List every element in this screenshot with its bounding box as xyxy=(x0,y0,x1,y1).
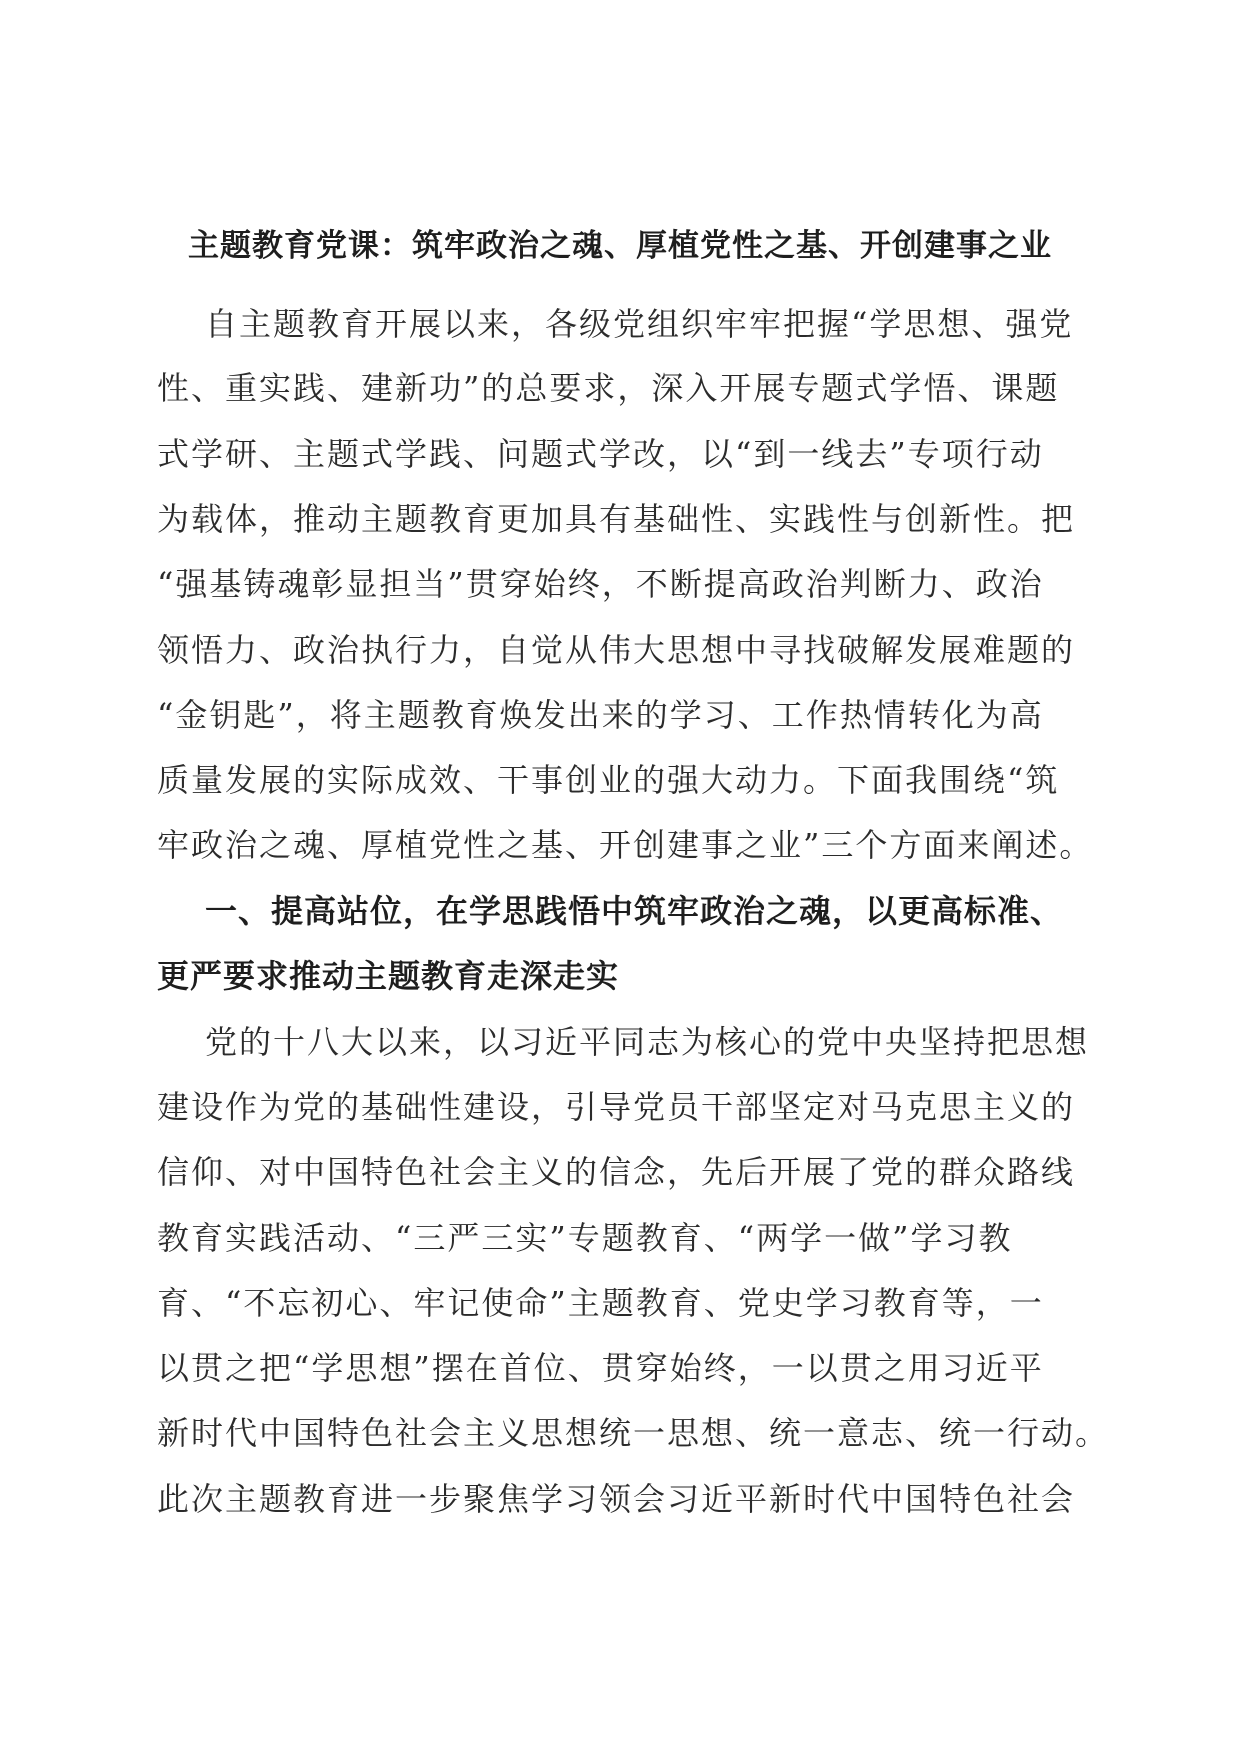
paragraph-2-line-2: 建设作为党的基础性建设，引导党员干部坚定对马克思主义的 xyxy=(157,1088,1076,1126)
paragraph-2-line-4: 教育实践活动、“三严三实”专题教育、“两学一做”学习教 xyxy=(157,1219,1013,1257)
paragraph-1-line-6: 领悟力、政治执行力，自觉从伟大思想中寻找破解发展难题的 xyxy=(157,631,1076,669)
section-heading-1-line-1: 一、提高站位，在学思践悟中筑牢政治之魂，以更高标准、 xyxy=(205,892,1064,930)
paragraph-1-line-5: “强基铸魂彰显担当”贯穿始终，不断提高政治判断力、政治 xyxy=(157,565,1044,603)
paragraph-2-line-5: 育、“不忘初心、牢记使命”主题教育、党史学习教育等，一 xyxy=(157,1284,1044,1322)
paragraph-2-line-6: 以贯之把“学思想”摆在首位、贯穿始终，一以贯之用习近平 xyxy=(157,1349,1044,1387)
paragraph-2-line-3: 信仰、对中国特色社会主义的信念，先后开展了党的群众路线 xyxy=(157,1153,1076,1191)
paragraph-1-line-1: 自主题教育开展以来，各级党组织牢牢把握“学思想、强党 xyxy=(205,305,1074,343)
section-heading-1-line-2: 更严要求推动主题教育走深走实 xyxy=(157,957,620,995)
paragraph-2-line-8: 此次主题教育进一步聚焦学习领会习近平新时代中国特色社会 xyxy=(157,1480,1076,1518)
paragraph-1-line-4: 为载体，推动主题教育更加具有基础性、实践性与创新性。把 xyxy=(157,500,1076,538)
paragraph-1-line-7: “金钥匙”，将主题教育焕发出来的学习、工作热情转化为高 xyxy=(157,696,1044,734)
paragraph-1-line-2: 性、重实践、建新功”的总要求，深入开展专题式学悟、课题 xyxy=(157,369,1060,407)
paragraph-1-line-8: 质量发展的实际成效、干事创业的强大动力。下面我围绕“筑 xyxy=(157,761,1060,799)
document-title: 主题教育党课：筑牢政治之魂、厚植党性之基、开创建事之业 xyxy=(188,228,1052,264)
paragraph-1-line-9: 牢政治之魂、厚植党性之基、开创建事之业”三个方面来阐述。 xyxy=(157,826,1094,864)
paragraph-1-line-3: 式学研、主题式学践、问题式学改，以“到一线去”专项行动 xyxy=(157,435,1044,473)
paragraph-2-line-1: 党的十八大以来，以习近平同志为核心的党中央坚持把思想 xyxy=(205,1023,1090,1061)
paragraph-2-line-7: 新时代中国特色社会主义思想统一思想、统一意志、统一行动。 xyxy=(157,1414,1110,1452)
